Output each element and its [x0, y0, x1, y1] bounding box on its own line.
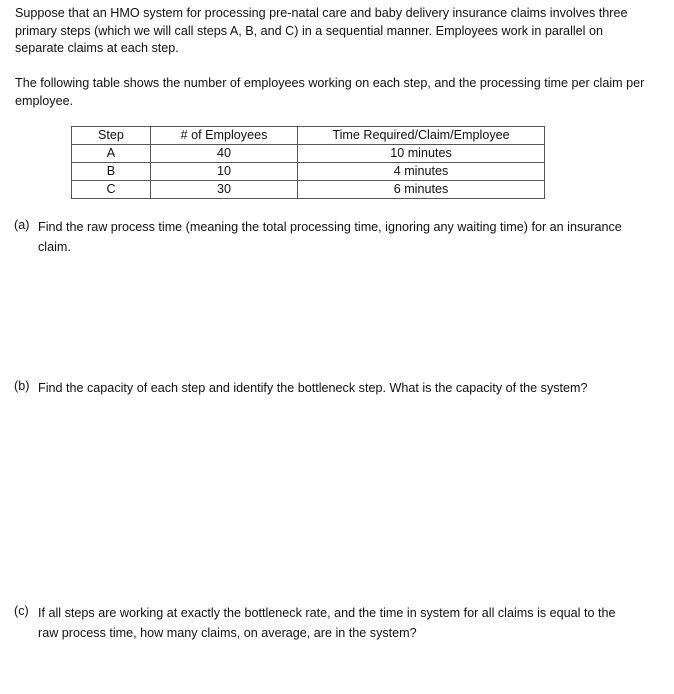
header-step: Step [72, 127, 151, 145]
cell-time: 4 minutes [298, 163, 545, 181]
header-time: Time Required/Claim/Employee [298, 127, 545, 145]
question-label: (b) [14, 379, 30, 393]
header-employees: # of Employees [151, 127, 298, 145]
cell-time: 10 minutes [298, 145, 545, 163]
table-row [72, 145, 545, 163]
question-text: If all steps are working at exactly the bottleneck rate, and the time in system for all claims is equal to the raw process time, how many claims, on average, are in the system? [38, 606, 616, 640]
question-label: (c) [14, 604, 29, 618]
cell-step: A [72, 145, 151, 163]
cell-time: 6 minutes [298, 181, 545, 199]
question-text: Find the raw process time (meaning the total processing time, ignoring any waiting time) for an insurance claim. [38, 220, 622, 254]
cell-employees: 30 [151, 181, 298, 199]
cell-employees: 40 [151, 145, 298, 163]
intro-paragraph: Suppose that an HMO system for processing pre-natal care and baby delivery insurance claims involves three primary steps (which we will call steps A, B, and C) in a sequential manner. Employees work in parallel on separate claims at each step. [15, 6, 628, 55]
table-row [72, 163, 545, 181]
table-intro-paragraph: The following table shows the number of employees working on each step, and the processing time per claim per employee. [15, 76, 645, 108]
employee-time-table [71, 126, 545, 199]
question-c [14, 603, 634, 643]
question-b [14, 378, 634, 398]
question-a [14, 217, 634, 257]
table-row [72, 181, 545, 199]
cell-step: C [72, 181, 151, 199]
question-text: Find the capacity of each step and identify the bottleneck step. What is the capacity of the system? [38, 381, 588, 395]
question-label: (a) [14, 218, 30, 232]
cell-employees: 10 [151, 163, 298, 181]
cell-step: B [72, 163, 151, 181]
table-header-row [72, 127, 545, 145]
